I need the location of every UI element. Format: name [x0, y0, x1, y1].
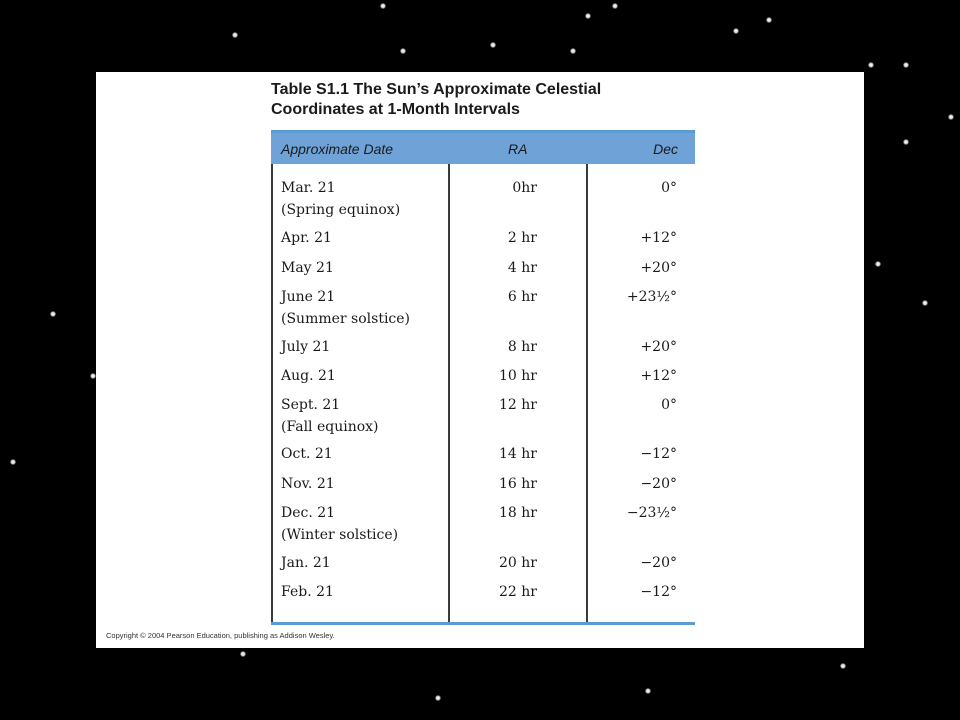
- cell-date-note: (Winter solstice): [281, 527, 399, 543]
- cell-ra: 14 hr: [499, 446, 537, 462]
- star-dot: [50, 311, 56, 317]
- cell-date-text: Aug. 21: [281, 368, 336, 384]
- header-dec: Dec: [653, 141, 678, 157]
- slide-image: [96, 72, 864, 648]
- cell-date: [281, 502, 441, 546]
- cell-dec: −12°: [640, 446, 677, 462]
- cell-dec: +20°: [640, 260, 677, 276]
- cell-date-text: May 21: [281, 260, 334, 276]
- table-title-line-2: Coordinates at 1-Month Intervals: [271, 101, 520, 118]
- cell-date: [281, 443, 441, 465]
- star-dot: [585, 13, 591, 19]
- cell-ra: 20 hr: [499, 555, 537, 571]
- cell-date-text: June 21: [281, 289, 336, 305]
- cell-dec: 0°: [661, 397, 677, 413]
- star-dot: [903, 62, 909, 68]
- cell-dec: +12°: [640, 368, 677, 384]
- star-dot: [400, 48, 406, 54]
- cell-dec: +12°: [640, 230, 677, 246]
- cell-dec: −20°: [640, 555, 677, 571]
- cell-dec: −20°: [640, 476, 677, 492]
- cell-dec: −23½°: [626, 505, 677, 521]
- cell-date: [281, 552, 441, 574]
- table-header-row: [271, 133, 695, 164]
- star-dot: [733, 28, 739, 34]
- cell-ra: 2 hr: [507, 230, 537, 246]
- star-dot: [240, 651, 246, 657]
- cell-date: [281, 257, 441, 279]
- coordinates-table: [271, 130, 695, 625]
- star-dot: [232, 32, 238, 38]
- star-dot: [435, 695, 441, 701]
- cell-date-text: Dec. 21: [281, 505, 336, 521]
- cell-date: [281, 336, 441, 358]
- copyright-notice: Copyright © 2004 Pearson Education, publishing as Addison Wesley.: [106, 631, 335, 640]
- cell-date-text: Mar. 21: [281, 180, 336, 196]
- star-dot: [570, 48, 576, 54]
- star-dot: [868, 62, 874, 68]
- star-dot: [612, 3, 618, 9]
- cell-ra: 10 hr: [499, 368, 537, 384]
- table-title-line-1: Table S1.1 The Sun’s Approximate Celestial: [271, 81, 602, 98]
- cell-date-text: Feb. 21: [281, 584, 334, 600]
- cell-date: [281, 581, 441, 603]
- star-dot: [922, 300, 928, 306]
- star-dot: [380, 3, 386, 9]
- cell-date-text: Nov. 21: [281, 476, 335, 492]
- header-approximate-date: Approximate Date: [281, 141, 394, 157]
- star-dot: [948, 114, 954, 120]
- cell-date: [281, 177, 441, 221]
- cell-ra: 4 hr: [507, 260, 537, 276]
- star-dot: [490, 42, 496, 48]
- cell-date-text: Oct. 21: [281, 446, 333, 462]
- cell-date: [281, 473, 441, 495]
- cell-date-text: Apr. 21: [281, 230, 332, 246]
- header-ra: RA: [508, 141, 528, 157]
- cell-ra: 6 hr: [507, 289, 537, 305]
- cell-date-text: Sept. 21: [281, 397, 341, 413]
- cell-date-text: Jan. 21: [281, 555, 331, 571]
- star-dot: [10, 459, 16, 465]
- cell-dec: +20°: [640, 339, 677, 355]
- cell-ra: 8 hr: [507, 339, 537, 355]
- cell-date-note: (Fall equinox): [281, 419, 379, 435]
- cell-date: [281, 227, 441, 249]
- cell-ra: 22 hr: [499, 584, 537, 600]
- cell-ra: 12 hr: [499, 397, 537, 413]
- star-dot: [840, 663, 846, 669]
- column-divider-1: [448, 164, 450, 622]
- star-dot: [903, 139, 909, 145]
- star-dot: [645, 688, 651, 694]
- cell-date: [281, 286, 441, 330]
- table-title: [271, 80, 691, 120]
- cell-date-note: (Summer solstice): [281, 311, 411, 327]
- cell-ra: 0hr: [512, 180, 537, 196]
- cell-ra: 18 hr: [499, 505, 537, 521]
- cell-dec: +23½°: [626, 289, 677, 305]
- cell-ra: 16 hr: [499, 476, 537, 492]
- table-left-border: [271, 164, 273, 622]
- star-dot: [875, 261, 881, 267]
- cell-dec: −12°: [640, 584, 677, 600]
- star-dot: [766, 17, 772, 23]
- cell-date-text: July 21: [281, 339, 331, 355]
- cell-dec: 0°: [661, 180, 677, 196]
- cell-date: [281, 365, 441, 387]
- cell-date: [281, 394, 441, 438]
- cell-date-note: (Spring equinox): [281, 202, 401, 218]
